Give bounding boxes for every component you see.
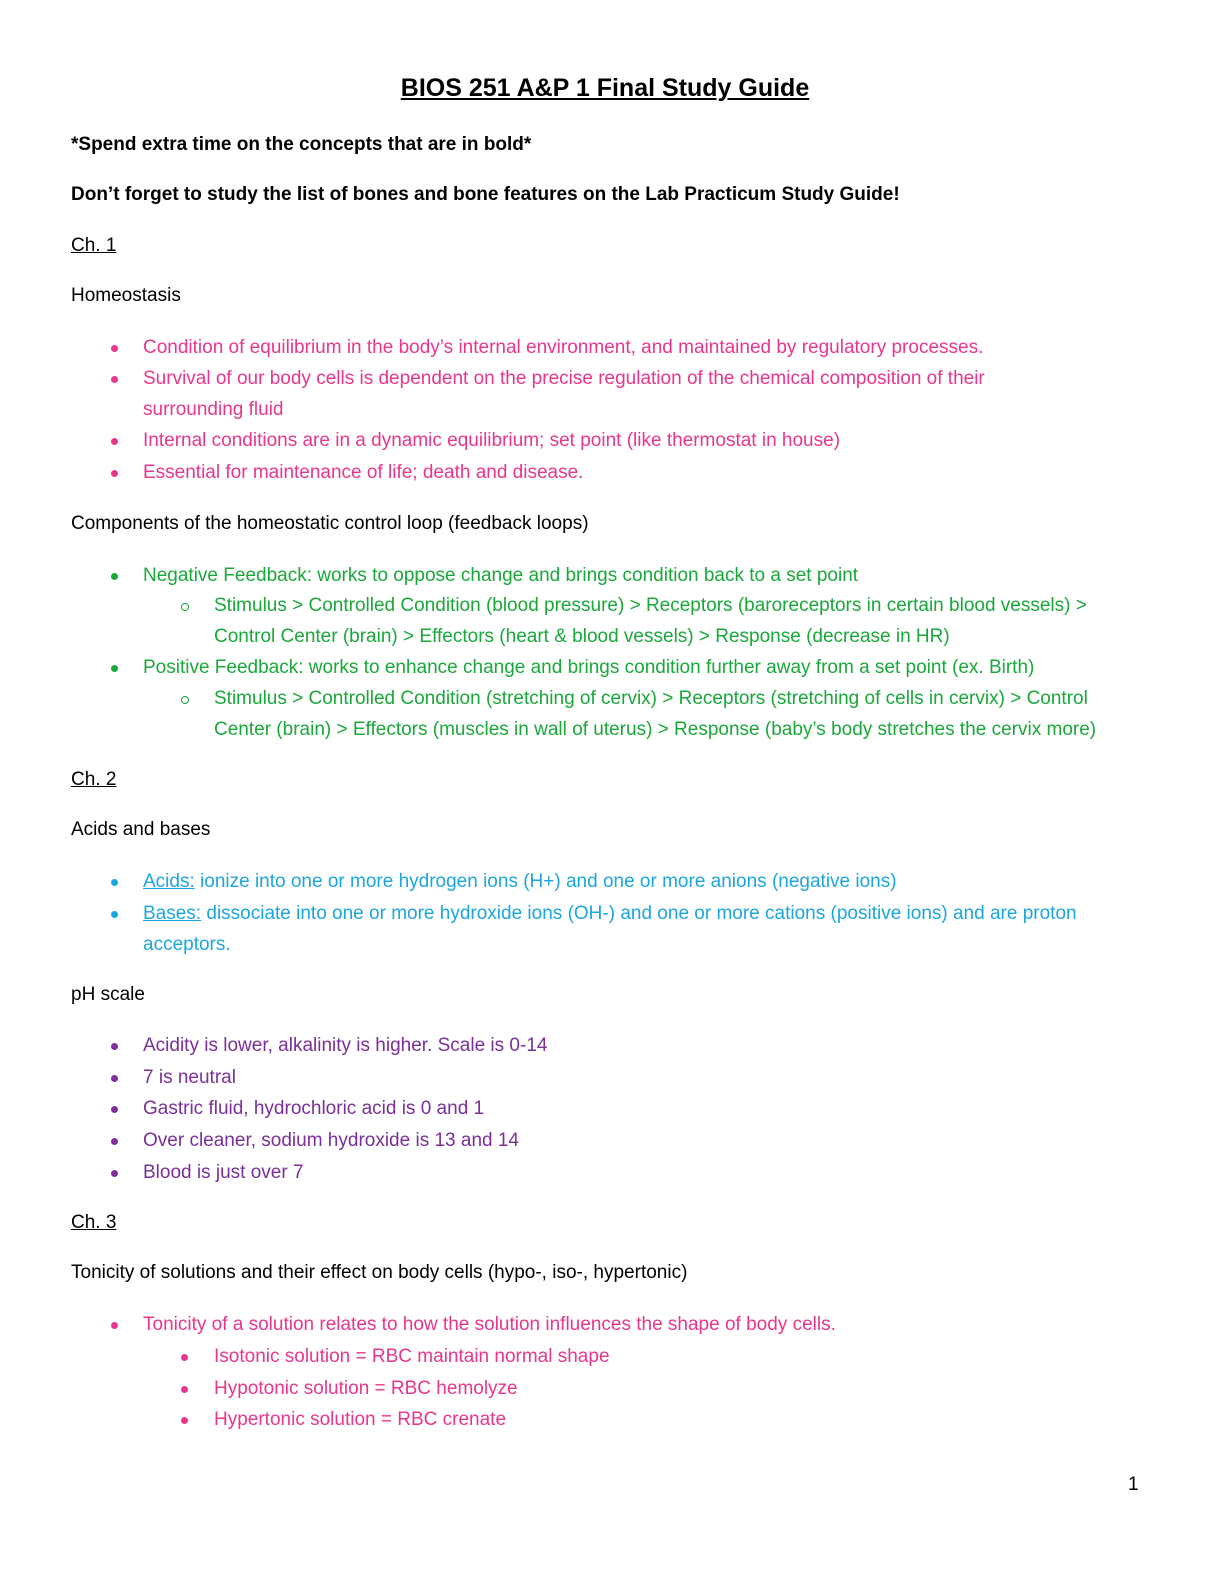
positive-feedback-item: Positive Feedback: works to enhance change and brings condition further away from a set point (ex. Birth) [143, 657, 1035, 678]
bases-text: dissociate into one or more hydroxide ions (OH-) and one or more cations (positive ions) and are proton [201, 903, 1077, 924]
circle-bullet-icon [181, 603, 189, 611]
bullet-icon [181, 1417, 188, 1424]
bullet-icon [111, 1075, 118, 1082]
tonicity-heading: Tonicity of solutions and their effect on body cells (hypo-, iso-, hypertonic) [71, 1262, 688, 1283]
bullet-icon [111, 1322, 118, 1329]
bullet-icon [111, 470, 118, 477]
bases-term: Bases: [143, 903, 202, 924]
sub-list-item: Hypertonic solution = RBC crenate [214, 1409, 507, 1430]
bullet-icon [181, 1386, 188, 1393]
positive-feedback-sub-continuation: Center (brain) > Effectors (muscles in wall of uterus) > Response (baby’s body stretches the cervix more) [214, 719, 1097, 740]
bullet-icon [111, 879, 118, 886]
bullet-icon [111, 438, 118, 445]
list-item: Essential for maintenance of life; death and disease. [143, 462, 584, 483]
bullet-icon [111, 1043, 118, 1050]
negative-feedback-sub: Stimulus > Controlled Condition (blood pressure) > Receptors (baroreceptors in certain blood vessels) > [214, 595, 1087, 616]
document-title: BIOS 251 A&P 1 Final Study Guide [400, 74, 810, 102]
bullet-icon [111, 376, 118, 383]
sub-list-item: Hypotonic solution = RBC hemolyze [214, 1378, 518, 1399]
list-item: Blood is just over 7 [143, 1162, 304, 1183]
study-note-bones: Don’t forget to study the list of bones and bone features on the Lab Practicum Study Guide! [71, 184, 900, 205]
ph-scale-heading: pH scale [71, 984, 145, 1005]
acids-term: Acids: [143, 871, 195, 892]
bullet-icon [111, 1138, 118, 1145]
bullet-icon [181, 1354, 188, 1361]
bullet-icon [111, 345, 118, 352]
chapter-3-heading: Ch. 3 [71, 1212, 117, 1233]
list-item: Acidity is lower, alkalinity is higher. Scale is 0-14 [143, 1035, 548, 1056]
bases-definition [143, 903, 1077, 925]
negative-feedback-sub-continuation: Control Center (brain) > Effectors (heart & blood vessels) > Response (decrease in HR) [214, 626, 950, 647]
acids-text: ionize into one or more hydrogen ions (H+) and one or more anions (negative ions) [194, 871, 897, 892]
positive-feedback-sub: Stimulus > Controlled Condition (stretching of cervix) > Receptors (stretching of cells in cervix) > Control [214, 688, 1088, 709]
homeostasis-heading: Homeostasis [71, 285, 181, 306]
list-item: 7 is neutral [143, 1067, 236, 1088]
feedback-heading: Components of the homeostatic control loop (feedback loops) [71, 513, 589, 534]
sub-list-item: Isotonic solution = RBC maintain normal shape [214, 1346, 610, 1367]
list-item: Gastric fluid, hydrochloric acid is 0 and 1 [143, 1098, 485, 1119]
bullet-icon [111, 911, 118, 918]
list-item: Survival of our body cells is dependent on the precise regulation of the chemical composition of their [143, 368, 985, 389]
bullet-icon [111, 1106, 118, 1113]
bases-definition-continuation: acceptors. [143, 934, 231, 955]
list-item: Tonicity of a solution relates to how the solution influences the shape of body cells. [143, 1314, 836, 1335]
page-number: 1 [1128, 1474, 1139, 1495]
list-item: Over cleaner, sodium hydroxide is 13 and 14 [143, 1130, 519, 1151]
chapter-1-heading: Ch. 1 [71, 235, 117, 256]
circle-bullet-icon [181, 696, 189, 704]
bullet-icon [111, 1170, 118, 1177]
negative-feedback-item: Negative Feedback: works to oppose change and brings condition back to a set point [143, 565, 859, 586]
study-note-bold: *Spend extra time on the concepts that are in bold* [71, 134, 532, 155]
list-item: Internal conditions are in a dynamic equilibrium; set point (like thermostat in house) [143, 430, 841, 451]
bullet-icon [111, 573, 118, 580]
bullet-icon [111, 665, 118, 672]
list-item: Condition of equilibrium in the body’s internal environment, and maintained by regulatory processes. [143, 337, 984, 358]
acids-bases-heading: Acids and bases [71, 819, 211, 840]
list-item-continuation: surrounding fluid [143, 399, 284, 420]
chapter-2-heading: Ch. 2 [71, 769, 117, 790]
acids-definition [143, 871, 897, 893]
